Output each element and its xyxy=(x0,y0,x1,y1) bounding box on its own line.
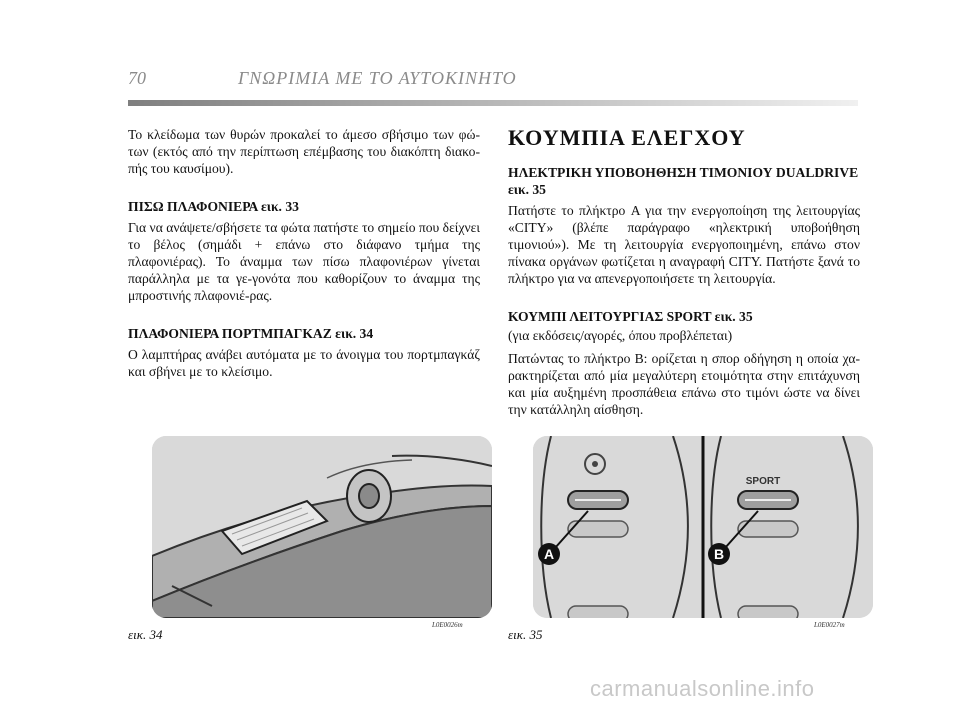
control-buttons-illustration xyxy=(533,436,873,618)
figure-35-code: L0E0027m xyxy=(814,621,845,629)
sport-subheading: (για εκδόσεις/αγορές, όπου προβλέπεται) xyxy=(508,328,733,343)
left-column xyxy=(128,126,480,391)
label-a: A xyxy=(543,546,555,562)
figure-34-code: L0E0026m xyxy=(432,621,463,629)
glovebox-light-illustration xyxy=(152,436,492,618)
figure-34-glovebox-light xyxy=(152,436,492,618)
figure-34-caption: εικ. 34 xyxy=(128,627,163,642)
page-number: 70 xyxy=(128,68,146,88)
right-column xyxy=(508,126,860,429)
dualdrive-heading: ΗΛΕΚΤΡΙΚΗ ΥΠΟΒΟΗΘΗΣΗ ΤΙΜΟΝΙΟΥ DUALDRIVE εικ. 35 xyxy=(508,165,859,197)
header-rule xyxy=(128,100,858,106)
glovebox-light-heading: ΠΛΑΦΟΝΙΕΡΑ ΠΟΡΤΜΠΑΓΚΑΖ εικ. 34 xyxy=(128,326,374,341)
glovebox-light-paragraph: Ο λαμπτήρας ανάβει αυτόματα με το άνοιγμα του πορτμπαγκάζ και σβήνει με το κλείσιμο. xyxy=(128,347,480,379)
figure-35-control-buttons xyxy=(533,436,873,618)
section-title: ΓΝΩΡΙΜΙΑ ΜΕ ΤΟ ΑΥΤΟΚΙΝΗΤΟ xyxy=(238,68,517,88)
sport-paragraph: Πατώντας το πλήκτρο B: ορίζεται η σπορ οδήγηση η οποία χα-ρακτηρίζεται από μία μεγαλύτερη ετοιμότητα στην επιτάχυνση και μία αυξημένη προσπάθεια επάνω στο τιμόνι ώστε να δίνει την κατάλληλη αίσθηση. xyxy=(508,351,860,417)
rear-light-heading: ΠΙΣΩ ΠΛΑΦΟΝΙΕΡΑ εικ. 33 xyxy=(128,199,299,214)
sport-heading: ΚΟΥΜΠΙ ΛΕΙΤΟΥΡΓΙΑΣ SPORT εικ. 35 xyxy=(508,309,753,324)
rear-light-paragraph: Για να ανάψετε/σβήσετε τα φώτα πατήστε το σημείο που δείχνει το βέλος (σημάδι + επάνω στο διάφανο τμήμα της πλαφονιέρας). Το άναμμα των πίσω πλαφονιέρων γίνεται παράλληλα με τα γε-γονότα που καθορίζουν το άναμμα της μπροστινής πλαφονιέ-ρας. xyxy=(128,220,481,303)
watermark-text[interactable]: carmanualsonline.info xyxy=(590,676,815,701)
control-buttons-title: ΚΟΥΜΠΙΑ ΕΛΕΓΧΟΥ xyxy=(508,125,746,150)
dualdrive-paragraph: Πατήστε το πλήκτρο A για την ενεργοποίηση της λειτουργίας «CITY» (βλέπε παράγραφο «ηλεκτρική υποβοήθηση τιμονιού»). Με τη λειτουργία ενεργοποιημένη, επάνω στον πίνακα οργάνων φωτίζεται η αναγραφή CITY. Πατήστε ξανά το πλήκτρο για να απενεργοποιήσετε τη λειτουργία. xyxy=(508,203,860,286)
sport-label: SPORT xyxy=(745,476,781,487)
intro-paragraph: Το κλείδωμα των θυρών προκαλεί το άμεσο σβήσιμο των φώ-των (εκτός από την περίπτωση επέμβασης του διακόπτη διακο-πής του καυσίμου). xyxy=(128,127,480,176)
label-b: B xyxy=(713,546,725,562)
figure-35-caption: εικ. 35 xyxy=(508,627,543,642)
